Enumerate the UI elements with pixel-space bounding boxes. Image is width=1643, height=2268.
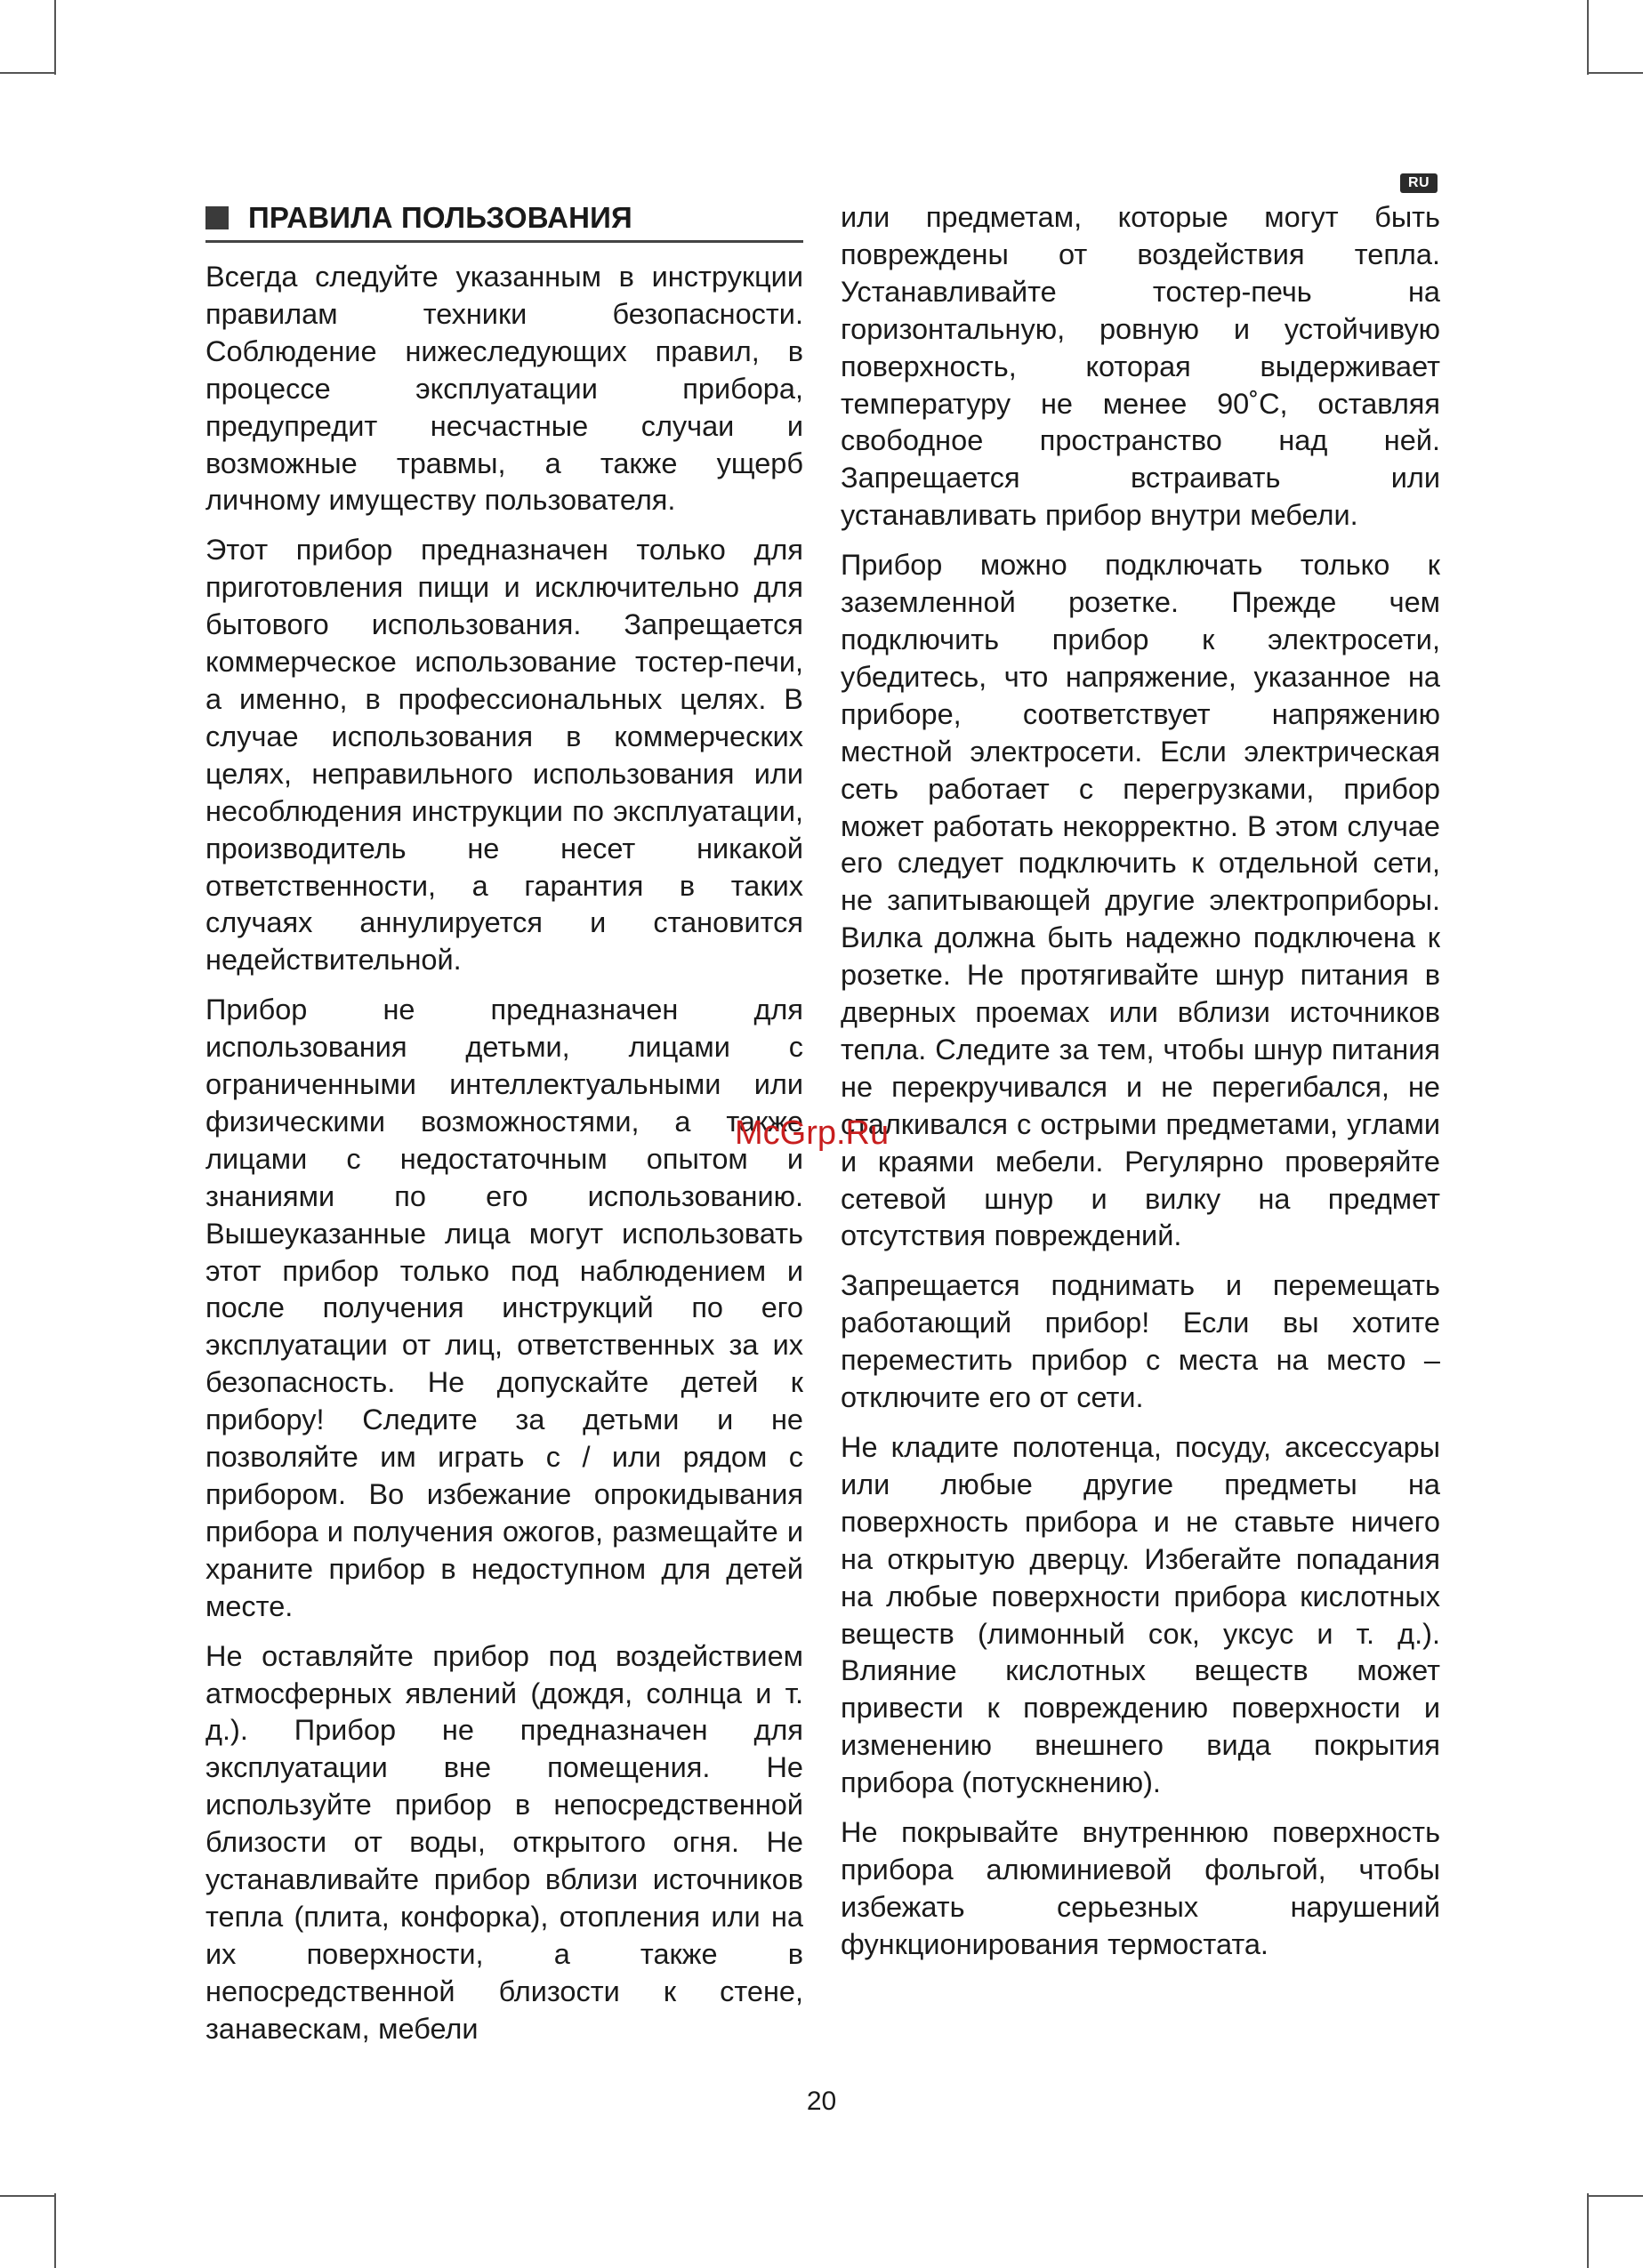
crop-mark-top-right [1587, 0, 1589, 75]
page-number: 20 [806, 2087, 837, 2116]
crop-mark-top-left-h [0, 72, 55, 74]
right-column [841, 199, 1440, 1976]
paragraph: Прибор можно подключать только к заземленной розетке. Прежде чем подключить прибор к электросети, убедитесь, что напряжение, указанное на приборе, соответствует напряжению местной электросети. Если электрическая сеть работает с перегрузками, прибор может работать некорректно. В этом случае его следует подключить к отдельной сети, не запитывающей другие электроприборы. Вилка должна быть надежно подключена к розетке. Не протягивайте шнур питания в дверных проемах или вблизи источников тепла. Следите за тем, чтобы шнур питания не перекручивался и не перегибался, не сталкивался с острыми предметами, углами и краями мебели. Регулярно проверяйте сетевой шнур и вилку на предмет отсутствия повреждений. [841, 549, 1440, 1252]
paragraph: или предметам, которые могут быть повреждены от воздействия тепла. Устанавливайте тостер-печь на горизонтальную, ровную и устойчивую поверхность, которая выдерживает температуру не менее 90˚С, оставляя свободное пространство над ней. Запрещается встраивать или устанавливать прибор внутри мебели. [841, 201, 1440, 532]
crop-mark-top-left [54, 0, 56, 75]
paragraph: Всегда следуйте указанным в инструкции правилам техники безопасности. Соблюдение нижеследующих правил, в процессе эксплуатации прибора, предупредит несчастные случаи и возможные травмы, а также ущерб личному имуществу пользователя. [205, 261, 803, 517]
paragraph: Не кладите полотенца, посуду, аксессуары или любые другие предметы на поверхность прибора и не ставьте ничего на открытую дверцу. Избегайте попадания на любые поверхности прибора кислотных веществ (лимонный сок, уксус и т. д.). Влияние кислотных веществ может привести к повреждению поверхности и изменению внешнего вида покрытия прибора (потускнению). [841, 1431, 1440, 1799]
crop-mark-bottom-left-h [0, 2195, 55, 2197]
heading-title: ПРАВИЛА ПОЛЬЗОВАНИЯ [248, 201, 632, 234]
paragraph: Не оставляйте прибор под воздействием атмосферных явлений (дождя, солнца и т. д.). Прибор не предназначен для эксплуатации вне помещения. Не используйте прибор в непосредственной близости от воды, открытого огня. Не устанавливайте прибор вблизи источников тепла (плита, конфорка), отопления или на их поверхности, а также в непосредственной близости к стене, занавескам, мебели [205, 1639, 803, 2045]
paragraph: Запрещается поднимать и перемещать работающий прибор! Если вы хотите переместить прибор с места на место – отключите его от сети. [841, 1269, 1440, 1414]
crop-mark-bottom-left [54, 2193, 56, 2268]
paragraph: Этот прибор предназначен только для приготовления пищи и исключительно для бытового использования. Запрещается коммерческое использование тостер-печи, а именно, в профессиональных целях. В случае использования в коммерческих целях, неправильного использования или несоблюдения инструкции по эксплуатации, производитель не несет никакой ответственности, а гарантия в таких случаях аннулируется и становится недействительной. [205, 534, 803, 977]
crop-mark-bottom-right [1587, 2193, 1589, 2268]
paragraph: Не покрывайте внутреннюю поверхность прибора алюминиевой фольгой, чтобы избежать серьезных нарушений функционирования термостата. [841, 1816, 1440, 1960]
crop-mark-top-right-h [1588, 72, 1643, 74]
crop-mark-bottom-right-h [1588, 2195, 1643, 2197]
language-badge: RU [1400, 173, 1438, 193]
left-column [205, 196, 803, 2061]
section-heading [205, 201, 803, 243]
watermark: McGrp.Ru [735, 1114, 890, 1152]
heading-square-icon [205, 206, 229, 229]
paragraph: Прибор не предназначен для использования детьми, лицами с ограниченными интеллектуальными или физическими возможностями, а также лицами с недостаточным опытом и знаниями по его использованию. Вышеуказанные лица могут использовать этот прибор только под наблюдением и после получения инструкций по его эксплуатации от лиц, ответственных за их безопасность. Не допускайте детей к прибору! Следите за детьми и не позволяйте им играть с / или рядом с прибором. Во избежание опрокидывания прибора и получения ожогов, размещайте и храните прибор в недоступном для детей месте. [205, 993, 803, 1622]
